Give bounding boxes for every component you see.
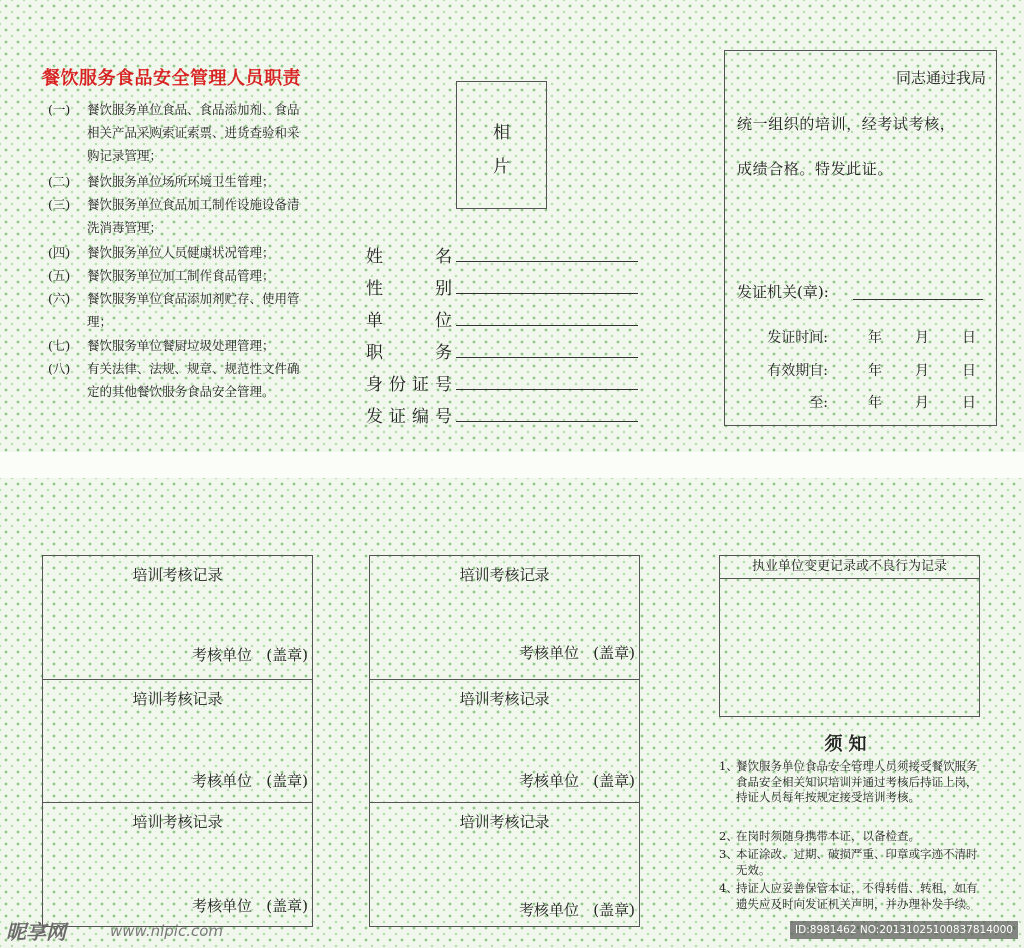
certificate-box bbox=[724, 50, 997, 426]
duty-number: (四) bbox=[48, 245, 71, 260]
assessment-unit: 考核单位 (盖章) bbox=[191, 646, 308, 664]
photo-label-1: 相 bbox=[493, 123, 510, 143]
training-record bbox=[370, 556, 639, 679]
duty-item bbox=[48, 98, 310, 167]
field-line bbox=[456, 293, 638, 294]
field-label: 姓 名 bbox=[366, 247, 452, 267]
id-number-field[interactable] bbox=[366, 368, 638, 395]
field-line bbox=[456, 325, 638, 326]
photo-box bbox=[456, 81, 547, 209]
training-record bbox=[43, 802, 312, 927]
notice-text: 餐饮服务单位食品安全管理人员须接受餐饮服务食品安全相关知识培训并通过考核后持证上岗，持证人员每年按规定接受培训考核。 bbox=[736, 759, 978, 804]
assessment-unit: 考核单位 (盖章) bbox=[191, 897, 308, 915]
notice-number: 3、 bbox=[719, 847, 738, 861]
duty-item bbox=[48, 264, 310, 287]
training-record-title: 培训考核记录 bbox=[132, 566, 223, 584]
photo-label-2: 片 bbox=[493, 157, 510, 177]
duty-text: 餐饮服务单位场所环境卫生管理； bbox=[87, 174, 275, 189]
field-line bbox=[456, 261, 638, 262]
duty-text: 餐饮服务单位食品、食品添加剂、食品相关产品采购索证索票、进货查验和采购记录管理； bbox=[87, 102, 300, 163]
notice-number: 1、 bbox=[719, 759, 738, 773]
duty-text: 有关法律、法规、规章、规范性文件确定的其他餐饮服务食品安全管理。 bbox=[87, 361, 300, 399]
duty-item bbox=[48, 287, 310, 333]
name-field[interactable] bbox=[366, 240, 638, 267]
certificate-number-field[interactable] bbox=[366, 400, 638, 427]
assessment-unit: 考核单位 (盖章) bbox=[518, 772, 635, 790]
employer-field[interactable] bbox=[366, 304, 638, 331]
issuer-label: 发证机关(章): bbox=[737, 283, 829, 301]
assessment-unit: 考核单位 (盖章) bbox=[518, 901, 635, 919]
watermark-logo: 昵享网 bbox=[6, 920, 66, 944]
training-record bbox=[370, 802, 639, 927]
field-label: 单 位 bbox=[366, 311, 452, 331]
training-record bbox=[43, 679, 312, 803]
duty-number: (一) bbox=[48, 102, 71, 117]
watermark-id: ID:8981462 NO:20131025100837814000 bbox=[790, 921, 1018, 939]
field-label: 发 证 编 号 bbox=[366, 407, 452, 427]
watermark-url: www.nipic.com bbox=[110, 922, 224, 940]
field-label: 职 务 bbox=[366, 343, 452, 363]
field-line bbox=[456, 389, 638, 390]
training-records-column-2 bbox=[369, 555, 640, 927]
notice-item bbox=[719, 881, 987, 912]
training-record-title: 培训考核记录 bbox=[459, 813, 550, 831]
duty-number: (八) bbox=[48, 361, 71, 376]
duty-text: 餐饮服务单位食品添加剂贮存、使用管理； bbox=[87, 291, 300, 329]
notice-item bbox=[719, 759, 987, 806]
cert-line-2: 统一组织的培训，经考试考核， bbox=[737, 115, 956, 133]
change-record-box bbox=[719, 555, 980, 717]
notice-text: 本证涂改、过期、破损严重、印章或字迹不清时无效。 bbox=[736, 847, 978, 877]
cert-line-1: 同志通过我局 bbox=[895, 69, 986, 87]
duty-text: 餐饮服务单位食品加工制作设施设备清洗消毒管理； bbox=[87, 197, 300, 235]
issuer-line[interactable] bbox=[853, 299, 983, 300]
cert-line-3: 成绩合格。特发此证。 bbox=[737, 160, 894, 178]
issue-date-row: 发证时间: 年 月 日 bbox=[767, 330, 976, 346]
position-field[interactable] bbox=[366, 336, 638, 363]
field-label: 身 份 证 号 bbox=[366, 375, 452, 395]
duty-item bbox=[48, 170, 310, 193]
notice-text: 在岗时须随身携带本证，以备检查。 bbox=[736, 829, 920, 843]
duties-title: 餐饮服务食品安全管理人员职责 bbox=[42, 68, 301, 89]
duty-item bbox=[48, 334, 310, 357]
training-record bbox=[370, 679, 639, 803]
duty-number: (七) bbox=[48, 338, 71, 353]
notice-item bbox=[719, 829, 987, 845]
training-records-column-1 bbox=[42, 555, 313, 927]
training-record-title: 培训考核记录 bbox=[459, 566, 550, 584]
notice-item bbox=[719, 847, 987, 878]
duty-item bbox=[48, 193, 310, 239]
notice-number: 4、 bbox=[719, 881, 738, 895]
notice-text: 持证人应妥善保管本证，不得转借、转租，如有遗失应及时向发证机关声明，并办理补发手续。 bbox=[736, 881, 978, 911]
duty-text: 餐饮服务单位餐厨垃圾处理管理； bbox=[87, 338, 275, 353]
duty-number: (二) bbox=[48, 174, 71, 189]
duty-item bbox=[48, 357, 310, 403]
duty-item bbox=[48, 241, 310, 264]
field-line bbox=[456, 357, 638, 358]
notice-number: 2、 bbox=[719, 829, 738, 843]
gender-field[interactable] bbox=[366, 272, 638, 299]
training-record-title: 培训考核记录 bbox=[132, 690, 223, 708]
duty-text: 餐饮服务单位人员健康状况管理； bbox=[87, 245, 275, 260]
duty-text: 餐饮服务单位加工制作食品管理； bbox=[87, 268, 275, 283]
duty-number: (三) bbox=[48, 197, 71, 212]
training-record bbox=[43, 556, 312, 679]
training-record-title: 培训考核记录 bbox=[459, 690, 550, 708]
field-label: 性 别 bbox=[366, 279, 452, 299]
notice-title: 须知 bbox=[824, 734, 873, 755]
valid-from-row: 有效期自: 年 月 日 bbox=[767, 363, 976, 379]
duty-number: (六) bbox=[48, 291, 71, 306]
duty-number: (五) bbox=[48, 268, 71, 283]
change-record-title: 执业单位变更记录或不良行为记录 bbox=[720, 556, 979, 579]
training-record-title: 培训考核记录 bbox=[132, 813, 223, 831]
field-line bbox=[456, 421, 638, 422]
valid-to-row: 至: 年 月 日 bbox=[809, 395, 976, 411]
assessment-unit: 考核单位 (盖章) bbox=[191, 772, 308, 790]
assessment-unit: 考核单位 (盖章) bbox=[518, 644, 635, 662]
